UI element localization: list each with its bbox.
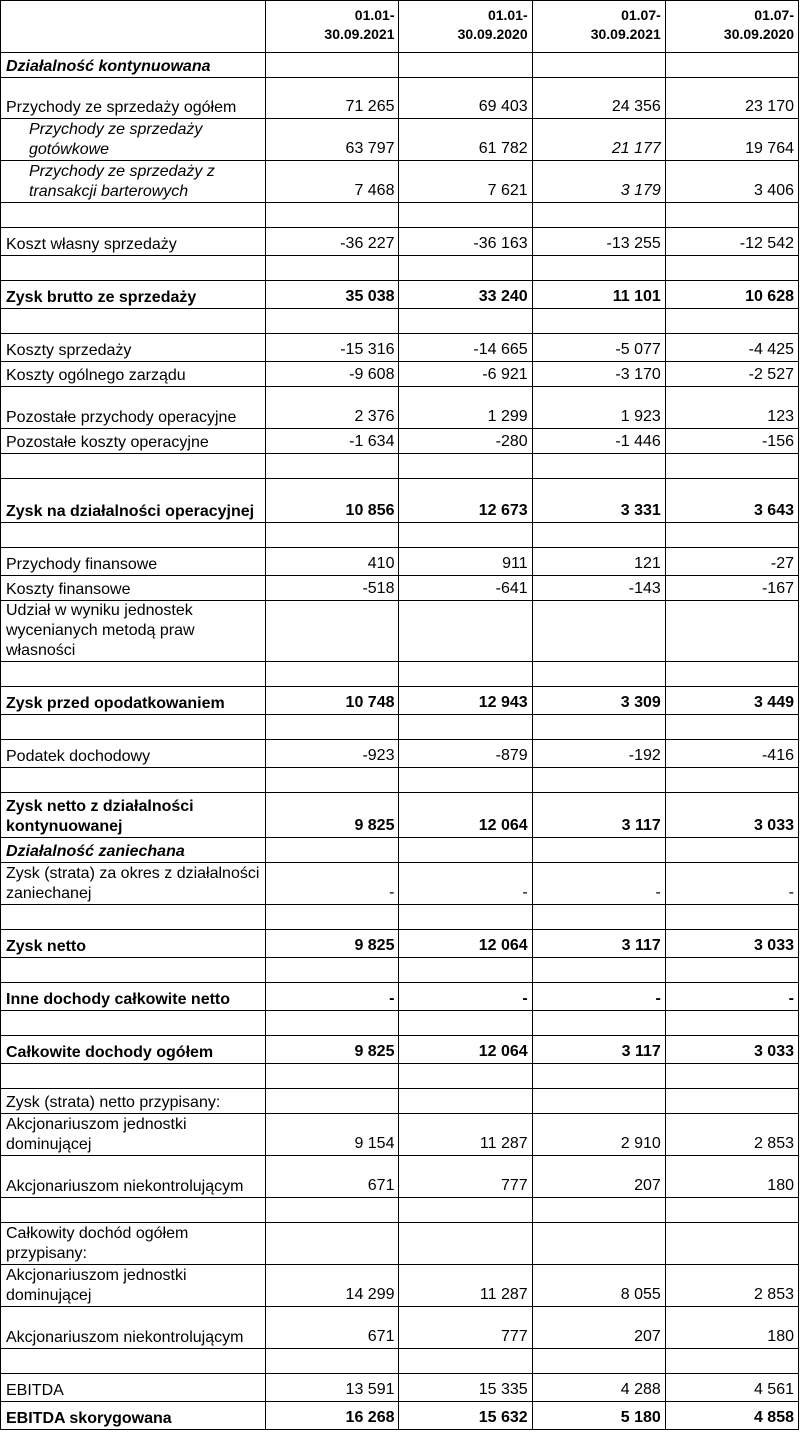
spacer-row [1,958,799,983]
value-cell: 21 177 [532,119,665,161]
value-cell: 671 [266,1156,399,1198]
table-row [1,740,799,768]
table-row [1,334,799,362]
value-cell: 19 764 [665,119,798,161]
value-cell: 207 [532,1156,665,1198]
value-cell: -1 634 [266,429,399,454]
spacer-row [1,662,799,687]
value-cell [399,1064,532,1089]
value-cell: 13 591 [266,1374,399,1402]
value-cell [665,53,798,78]
spacer-row [1,1198,799,1223]
table-row [1,119,799,161]
table-row [1,281,799,309]
value-cell [532,256,665,281]
table-row [1,930,799,958]
value-cell [266,309,399,334]
table-body [1,1,799,1430]
value-cell: - [665,863,798,905]
value-cell [266,601,399,662]
row-label [1,203,266,228]
table-row [1,1402,799,1430]
value-cell: -36 227 [266,228,399,256]
value-cell: 3 406 [665,161,798,203]
row-label [1,309,266,334]
value-cell: -879 [399,740,532,768]
row-label: Koszt własny sprzedaży [1,228,266,256]
spacer-row [1,905,799,930]
value-cell: 10 856 [266,479,399,523]
table-row [1,429,799,454]
value-cell: 12 673 [399,479,532,523]
value-cell [665,1064,798,1089]
value-cell: 3 033 [665,793,798,838]
value-cell [399,256,532,281]
value-cell [665,838,798,863]
value-cell: -416 [665,740,798,768]
value-cell [399,53,532,78]
value-cell [665,523,798,548]
row-label: Koszty finansowe [1,576,266,601]
value-cell [665,203,798,228]
value-cell [266,203,399,228]
value-cell: 35 038 [266,281,399,309]
value-cell: -9 608 [266,362,399,387]
value-cell: 24 356 [532,78,665,119]
value-cell: 207 [532,1307,665,1349]
spacer-row [1,715,799,740]
value-cell [266,53,399,78]
value-cell: 777 [399,1156,532,1198]
row-label: Zysk przed opodatkowaniem [1,687,266,715]
value-cell [532,715,665,740]
header-corner-cell [1,1,266,53]
row-label: Akcjonariuszom jednostki dominującej [1,1265,266,1307]
table-row [1,1307,799,1349]
value-cell [399,838,532,863]
value-cell [665,768,798,793]
column-header: 01.07- 30.09.2021 [532,1,665,53]
value-cell: 4 858 [665,1402,798,1430]
table-row [1,793,799,838]
value-cell [399,309,532,334]
value-cell [399,523,532,548]
value-cell: - [266,983,399,1011]
row-label: Zysk (strata) netto przypisany: [1,1089,266,1114]
row-label: Akcjonariuszom niekontrolującym [1,1307,266,1349]
value-cell: 12 064 [399,793,532,838]
value-cell: 12 064 [399,930,532,958]
value-cell: 4 561 [665,1374,798,1402]
value-cell [665,905,798,930]
value-cell [266,1011,399,1036]
value-cell: 3 331 [532,479,665,523]
row-label: Zysk brutto ze sprzedaży [1,281,266,309]
value-cell: 410 [266,548,399,576]
value-cell [266,662,399,687]
table-row [1,1223,799,1265]
spacer-row [1,454,799,479]
value-cell [266,523,399,548]
value-cell [399,1223,532,1265]
value-cell: 16 268 [266,1402,399,1430]
value-cell: 10 628 [665,281,798,309]
row-label [1,1349,266,1374]
value-cell [532,1089,665,1114]
value-cell: -1 446 [532,429,665,454]
row-label: Inne dochody całkowite netto [1,983,266,1011]
row-label: Całkowite dochody ogółem [1,1036,266,1064]
value-cell: -923 [266,740,399,768]
value-cell [399,768,532,793]
value-cell: 14 299 [266,1265,399,1307]
value-cell [665,1089,798,1114]
table-row [1,78,799,119]
row-label: Przychody ze sprzedaży z transakcji barterowych [1,161,266,203]
value-cell [266,454,399,479]
table-row [1,161,799,203]
value-cell [399,958,532,983]
row-label [1,1064,266,1089]
value-cell: 15 335 [399,1374,532,1402]
table-row [1,1265,799,1307]
spacer-row [1,1011,799,1036]
value-cell: 3 033 [665,1036,798,1064]
value-cell: 15 632 [399,1402,532,1430]
value-cell: 3 117 [532,930,665,958]
value-cell [266,1064,399,1089]
value-cell: -13 255 [532,228,665,256]
value-cell: - [665,983,798,1011]
value-cell: 3 643 [665,479,798,523]
table-row [1,1374,799,1402]
value-cell: 180 [665,1307,798,1349]
row-label: EBITDA skorygowana [1,1402,266,1430]
value-cell: 2 853 [665,1114,798,1156]
row-label: Akcjonariuszom niekontrolującym [1,1156,266,1198]
value-cell: 1 923 [532,387,665,429]
value-cell [532,768,665,793]
value-cell [532,1349,665,1374]
value-cell: 9 154 [266,1114,399,1156]
row-label: Przychody ze sprzedaży gotówkowe [1,119,266,161]
row-label: Pozostałe koszty operacyjne [1,429,266,454]
spacer-row [1,203,799,228]
value-cell: 61 782 [399,119,532,161]
value-cell: 8 055 [532,1265,665,1307]
value-cell: 3 033 [665,930,798,958]
value-cell [399,1349,532,1374]
row-label: Akcjonariuszom jednostki dominującej [1,1114,266,1156]
value-cell: -6 921 [399,362,532,387]
value-cell: 12 943 [399,687,532,715]
table-row [1,601,799,662]
value-cell: -641 [399,576,532,601]
value-cell: 123 [665,387,798,429]
value-cell: 23 170 [665,78,798,119]
table-row [1,1156,799,1198]
value-cell [266,715,399,740]
value-cell: -143 [532,576,665,601]
value-cell: 10 748 [266,687,399,715]
value-cell: 2 376 [266,387,399,429]
row-label: Zysk netto z działalności kontynuowanej [1,793,266,838]
value-cell [532,203,665,228]
row-label: Zysk na działalności operacyjnej [1,479,266,523]
value-cell: 7 621 [399,161,532,203]
row-label: Podatek dochodowy [1,740,266,768]
table-row [1,228,799,256]
row-label: Zysk (strata) za okres z działalności zaniechanej [1,863,266,905]
value-cell: 71 265 [266,78,399,119]
row-label [1,256,266,281]
value-cell [399,662,532,687]
value-cell [665,715,798,740]
spacer-row [1,768,799,793]
value-cell [665,601,798,662]
value-cell: 5 180 [532,1402,665,1430]
value-cell: 11 287 [399,1114,532,1156]
table-row [1,1114,799,1156]
value-cell [665,1011,798,1036]
value-cell [665,256,798,281]
row-label: Działalność kontynuowana [1,53,266,78]
value-cell [532,905,665,930]
value-cell [532,1064,665,1089]
value-cell: -14 665 [399,334,532,362]
value-cell [266,905,399,930]
value-cell [399,1198,532,1223]
row-label [1,715,266,740]
row-label [1,1011,266,1036]
row-label [1,662,266,687]
row-label [1,905,266,930]
table-row [1,983,799,1011]
row-label: Koszty ogólnego zarządu [1,362,266,387]
table-row [1,576,799,601]
row-label: EBITDA [1,1374,266,1402]
table-row [1,1036,799,1064]
value-cell: 777 [399,1307,532,1349]
value-cell: 9 825 [266,793,399,838]
value-cell: 3 309 [532,687,665,715]
value-cell: 11 287 [399,1265,532,1307]
value-cell [399,203,532,228]
value-cell [665,309,798,334]
value-cell [532,601,665,662]
table-row [1,387,799,429]
value-cell: 69 403 [399,78,532,119]
table-row [1,548,799,576]
value-cell: 3 117 [532,793,665,838]
value-cell: 121 [532,548,665,576]
table-row [1,362,799,387]
value-cell: 9 825 [266,1036,399,1064]
value-cell: -518 [266,576,399,601]
value-cell: 4 288 [532,1374,665,1402]
value-cell [266,768,399,793]
value-cell [532,958,665,983]
column-header: 01.01- 30.09.2021 [266,1,399,53]
value-cell: 2 853 [665,1265,798,1307]
value-cell: -280 [399,429,532,454]
value-cell [266,1223,399,1265]
spacer-row [1,256,799,281]
value-cell [532,838,665,863]
value-cell: 3 449 [665,687,798,715]
value-cell: -2 527 [665,362,798,387]
value-cell [399,601,532,662]
value-cell [665,454,798,479]
row-label [1,958,266,983]
value-cell: -15 316 [266,334,399,362]
value-cell: - [532,983,665,1011]
value-cell [532,1011,665,1036]
value-cell: -5 077 [532,334,665,362]
row-label: Całkowity dochód ogółem przypisany: [1,1223,266,1265]
row-label: Przychody finansowe [1,548,266,576]
table-row [1,1089,799,1114]
value-cell [266,838,399,863]
table-row [1,863,799,905]
table-row [1,479,799,523]
row-label: Koszty sprzedaży [1,334,266,362]
value-cell [266,1349,399,1374]
value-cell: 33 240 [399,281,532,309]
value-cell [665,1349,798,1374]
value-cell [665,958,798,983]
value-cell: - [399,863,532,905]
value-cell: 63 797 [266,119,399,161]
value-cell [399,905,532,930]
value-cell: - [266,863,399,905]
row-label [1,523,266,548]
value-cell [532,662,665,687]
spacer-row [1,309,799,334]
value-cell: 671 [266,1307,399,1349]
value-cell: 911 [399,548,532,576]
value-cell [532,454,665,479]
value-cell [399,1011,532,1036]
value-cell [266,1198,399,1223]
value-cell: 1 299 [399,387,532,429]
value-cell [399,715,532,740]
value-cell: -156 [665,429,798,454]
value-cell [665,1223,798,1265]
value-cell: -167 [665,576,798,601]
value-cell: 7 468 [266,161,399,203]
header-row [1,1,799,53]
spacer-row [1,523,799,548]
row-label [1,454,266,479]
value-cell [266,958,399,983]
value-cell [665,1198,798,1223]
value-cell [532,53,665,78]
value-cell: -27 [665,548,798,576]
value-cell: 3 117 [532,1036,665,1064]
row-label [1,768,266,793]
row-label: Przychody ze sprzedaży ogółem [1,78,266,119]
value-cell [399,1089,532,1114]
row-label: Pozostałe przychody operacyjne [1,387,266,429]
value-cell: -12 542 [665,228,798,256]
value-cell [532,309,665,334]
value-cell: 12 064 [399,1036,532,1064]
value-cell: -4 425 [665,334,798,362]
value-cell [532,1223,665,1265]
column-header: 01.01- 30.09.2020 [399,1,532,53]
value-cell [532,523,665,548]
row-label [1,1198,266,1223]
value-cell: -3 170 [532,362,665,387]
value-cell: 2 910 [532,1114,665,1156]
column-header: 01.07- 30.09.2020 [665,1,798,53]
value-cell: 3 179 [532,161,665,203]
value-cell [532,1198,665,1223]
value-cell: -36 163 [399,228,532,256]
row-label: Zysk netto [1,930,266,958]
value-cell [266,1089,399,1114]
row-label: Udział w wyniku jednostek wycenianych metodą praw własności [1,601,266,662]
table-row [1,838,799,863]
value-cell: 11 101 [532,281,665,309]
value-cell: 180 [665,1156,798,1198]
spacer-row [1,1064,799,1089]
value-cell: - [399,983,532,1011]
value-cell: - [532,863,665,905]
table-row [1,687,799,715]
value-cell: -192 [532,740,665,768]
value-cell [266,256,399,281]
row-label: Działalność zaniechana [1,838,266,863]
value-cell [665,662,798,687]
spacer-row [1,1349,799,1374]
value-cell [399,454,532,479]
value-cell: 9 825 [266,930,399,958]
table-row [1,53,799,78]
